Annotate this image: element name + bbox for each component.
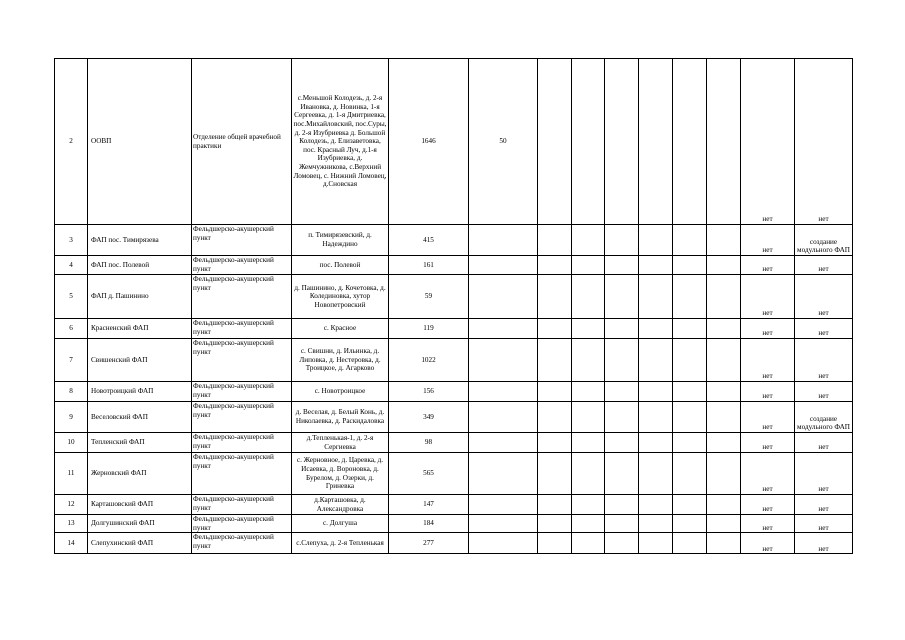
settlements: с. Долгуша bbox=[292, 515, 389, 533]
row-number: 14 bbox=[55, 533, 88, 554]
col-action: нет bbox=[795, 382, 853, 402]
row-number: 9 bbox=[55, 402, 88, 433]
facility-type: Фельдшерско-акушерский пункт bbox=[192, 382, 292, 402]
empty-cell bbox=[707, 533, 741, 554]
row-number: 5 bbox=[55, 275, 88, 319]
col-action: нет bbox=[795, 533, 853, 554]
facility-type: Фельдшерско-акушерский пункт bbox=[192, 225, 292, 256]
row-number: 12 bbox=[55, 495, 88, 515]
empty-cell bbox=[673, 256, 707, 275]
population: 147 bbox=[389, 495, 469, 515]
empty-cell bbox=[673, 515, 707, 533]
col-no: нет bbox=[741, 533, 795, 554]
empty-cell bbox=[538, 533, 572, 554]
population: 1646 bbox=[389, 59, 469, 225]
facility-name: ФАП пос. Полевой bbox=[88, 256, 192, 275]
empty-cell bbox=[572, 533, 605, 554]
empty-cell bbox=[707, 59, 741, 225]
row-number: 2 bbox=[55, 59, 88, 225]
settlements: д. Веселая, д. Белый Конь, д. Николаевка, д. Раскидаловка bbox=[292, 402, 389, 433]
empty-cell bbox=[639, 402, 673, 433]
col-action: нет bbox=[795, 256, 853, 275]
empty-cell bbox=[572, 402, 605, 433]
empty-cell bbox=[707, 402, 741, 433]
table-row bbox=[55, 256, 853, 275]
document-page bbox=[54, 58, 853, 554]
settlements: пос. Полевой bbox=[292, 256, 389, 275]
facility-type: Отделение общей врачебной практики bbox=[192, 59, 292, 225]
table-row bbox=[55, 495, 853, 515]
col-no: нет bbox=[741, 382, 795, 402]
empty-cell bbox=[605, 275, 639, 319]
population: 156 bbox=[389, 382, 469, 402]
empty-cell bbox=[673, 533, 707, 554]
row-number: 13 bbox=[55, 515, 88, 533]
empty-cell bbox=[707, 275, 741, 319]
empty-cell bbox=[538, 275, 572, 319]
empty-cell bbox=[572, 59, 605, 225]
count bbox=[469, 275, 538, 319]
empty-cell bbox=[707, 225, 741, 256]
facility-type: Фельдшерско-акушерский пункт bbox=[192, 319, 292, 339]
empty-cell bbox=[605, 382, 639, 402]
count bbox=[469, 515, 538, 533]
population: 98 bbox=[389, 433, 469, 453]
empty-cell bbox=[572, 382, 605, 402]
empty-cell bbox=[572, 319, 605, 339]
count bbox=[469, 453, 538, 495]
empty-cell bbox=[605, 515, 639, 533]
col-no: нет bbox=[741, 402, 795, 433]
col-action: нет bbox=[795, 433, 853, 453]
col-action: нет bbox=[795, 495, 853, 515]
empty-cell bbox=[639, 515, 673, 533]
empty-cell bbox=[538, 453, 572, 495]
population: 59 bbox=[389, 275, 469, 319]
settlements: д.Карташовка, д. Александровка bbox=[292, 495, 389, 515]
empty-cell bbox=[605, 533, 639, 554]
col-action: создание модульного ФАП bbox=[795, 225, 853, 256]
empty-cell bbox=[673, 382, 707, 402]
settlements: с.Слепуха, д. 2-я Тепленькая bbox=[292, 533, 389, 554]
empty-cell bbox=[673, 495, 707, 515]
col-no: нет bbox=[741, 256, 795, 275]
col-action: создание модульного ФАП bbox=[795, 402, 853, 433]
col-no: нет bbox=[741, 225, 795, 256]
empty-cell bbox=[707, 339, 741, 382]
col-no: нет bbox=[741, 433, 795, 453]
population: 184 bbox=[389, 515, 469, 533]
facility-type: Фельдшерско-акушерский пункт bbox=[192, 495, 292, 515]
facility-name: ФАП д. Пашинино bbox=[88, 275, 192, 319]
facility-name: Веселовский ФАП bbox=[88, 402, 192, 433]
empty-cell bbox=[572, 433, 605, 453]
empty-cell bbox=[538, 402, 572, 433]
empty-cell bbox=[605, 319, 639, 339]
table-row bbox=[55, 433, 853, 453]
empty-cell bbox=[707, 495, 741, 515]
empty-cell bbox=[572, 225, 605, 256]
facility-type: Фельдшерско-акушерский пункт bbox=[192, 433, 292, 453]
col-action: нет bbox=[795, 339, 853, 382]
empty-cell bbox=[673, 275, 707, 319]
settlements: с. Красное bbox=[292, 319, 389, 339]
empty-cell bbox=[572, 256, 605, 275]
row-number: 7 bbox=[55, 339, 88, 382]
empty-cell bbox=[707, 382, 741, 402]
population: 349 bbox=[389, 402, 469, 433]
population: 119 bbox=[389, 319, 469, 339]
col-no: нет bbox=[741, 515, 795, 533]
empty-cell bbox=[538, 59, 572, 225]
empty-cell bbox=[673, 225, 707, 256]
empty-cell bbox=[605, 453, 639, 495]
row-number: 11 bbox=[55, 453, 88, 495]
facility-type: Фельдшерско-акушерский пункт bbox=[192, 339, 292, 382]
col-no: нет bbox=[741, 319, 795, 339]
empty-cell bbox=[639, 453, 673, 495]
population: 565 bbox=[389, 453, 469, 495]
count bbox=[469, 256, 538, 275]
col-action: нет bbox=[795, 515, 853, 533]
empty-cell bbox=[707, 453, 741, 495]
facility-name: Долгушинский ФАП bbox=[88, 515, 192, 533]
count bbox=[469, 495, 538, 515]
empty-cell bbox=[605, 495, 639, 515]
empty-cell bbox=[605, 402, 639, 433]
settlements: с. Жерновное, д. Царевка, д. Исаевка, д. Вороновка, д. Бурелом, д. Озерки, д. Гриневка bbox=[292, 453, 389, 495]
population: 161 bbox=[389, 256, 469, 275]
empty-cell bbox=[707, 319, 741, 339]
population: 277 bbox=[389, 533, 469, 554]
facility-type: Фельдшерско-акушерский пункт bbox=[192, 275, 292, 319]
empty-cell bbox=[673, 433, 707, 453]
table-row bbox=[55, 59, 853, 225]
col-no: нет bbox=[741, 59, 795, 225]
empty-cell bbox=[639, 339, 673, 382]
row-number: 6 bbox=[55, 319, 88, 339]
empty-cell bbox=[572, 275, 605, 319]
empty-cell bbox=[572, 495, 605, 515]
empty-cell bbox=[538, 433, 572, 453]
settlements: д. Пашинино, д. Кочетовка, д. Колединовка, хутор Новопетровский bbox=[292, 275, 389, 319]
facility-name: ООВП bbox=[88, 59, 192, 225]
empty-cell bbox=[538, 515, 572, 533]
table-row bbox=[55, 382, 853, 402]
settlements: с. Новотроицкое bbox=[292, 382, 389, 402]
empty-cell bbox=[707, 256, 741, 275]
col-no: нет bbox=[741, 453, 795, 495]
facility-name: Красненский ФАП bbox=[88, 319, 192, 339]
facility-name: Новотроицкий ФАП bbox=[88, 382, 192, 402]
col-no: нет bbox=[741, 275, 795, 319]
table-row bbox=[55, 515, 853, 533]
count bbox=[469, 339, 538, 382]
count bbox=[469, 319, 538, 339]
settlements: с. Свишни, д. Ильинка, д. Липовка, д. Нестеровка, д. Троицкое, д. Агарково bbox=[292, 339, 389, 382]
row-number: 10 bbox=[55, 433, 88, 453]
facility-name: Слепухинский ФАП bbox=[88, 533, 192, 554]
facility-type: Фельдшерско-акушерский пункт bbox=[192, 533, 292, 554]
empty-cell bbox=[639, 495, 673, 515]
empty-cell bbox=[572, 515, 605, 533]
empty-cell bbox=[538, 256, 572, 275]
facility-name: Жерновский ФАП bbox=[88, 453, 192, 495]
empty-cell bbox=[639, 256, 673, 275]
count bbox=[469, 433, 538, 453]
table-row bbox=[55, 453, 853, 495]
empty-cell bbox=[673, 402, 707, 433]
empty-cell bbox=[639, 382, 673, 402]
col-no: нет bbox=[741, 495, 795, 515]
empty-cell bbox=[673, 59, 707, 225]
table-row bbox=[55, 275, 853, 319]
empty-cell bbox=[673, 339, 707, 382]
settlements: с.Меньшой Колодезь, д. 2-я Ивановка, д. Новинка, 1-я Сергеевка, д. 1-я Дмитриевка, пос.Михайловский, пос.Суры, д. 2-я Изубриевка д. Большой Колодезь, д. Елизаветовка, пос. Красный Луч, д.1-я Изубриевка, д. Жемчужникова, с.Верхний Ломовец, с. Нижний Ломовец, д.Сновская bbox=[292, 59, 389, 225]
empty-cell bbox=[639, 275, 673, 319]
facilities-table bbox=[54, 58, 853, 554]
empty-cell bbox=[538, 225, 572, 256]
empty-cell bbox=[605, 256, 639, 275]
empty-cell bbox=[605, 225, 639, 256]
empty-cell bbox=[538, 339, 572, 382]
col-action: нет bbox=[795, 275, 853, 319]
empty-cell bbox=[639, 533, 673, 554]
empty-cell bbox=[605, 59, 639, 225]
empty-cell bbox=[707, 515, 741, 533]
empty-cell bbox=[707, 433, 741, 453]
col-action: нет bbox=[795, 319, 853, 339]
empty-cell bbox=[538, 495, 572, 515]
empty-cell bbox=[639, 225, 673, 256]
empty-cell bbox=[605, 433, 639, 453]
empty-cell bbox=[673, 453, 707, 495]
facility-name: Тепленский ФАП bbox=[88, 433, 192, 453]
table-row bbox=[55, 225, 853, 256]
table-row bbox=[55, 402, 853, 433]
empty-cell bbox=[639, 433, 673, 453]
count bbox=[469, 533, 538, 554]
col-action: нет bbox=[795, 59, 853, 225]
col-action: нет bbox=[795, 453, 853, 495]
facility-type: Фельдшерско-акушерский пункт bbox=[192, 515, 292, 533]
facility-name: Свишенский ФАП bbox=[88, 339, 192, 382]
facility-type: Фельдшерско-акушерский пункт bbox=[192, 453, 292, 495]
settlements: д.Тепленькая-1, д. 2-я Сергиевка bbox=[292, 433, 389, 453]
facility-type: Фельдшерско-акушерский пункт bbox=[192, 402, 292, 433]
count bbox=[469, 402, 538, 433]
col-no: нет bbox=[741, 339, 795, 382]
count: 50 bbox=[469, 59, 538, 225]
empty-cell bbox=[572, 339, 605, 382]
population: 415 bbox=[389, 225, 469, 256]
table-row bbox=[55, 533, 853, 554]
facility-name: ФАП пос. Тимирязева bbox=[88, 225, 192, 256]
count bbox=[469, 382, 538, 402]
empty-cell bbox=[673, 319, 707, 339]
empty-cell bbox=[639, 59, 673, 225]
facility-type: Фельдшерско-акушерский пункт bbox=[192, 256, 292, 275]
count bbox=[469, 225, 538, 256]
empty-cell bbox=[538, 382, 572, 402]
row-number: 8 bbox=[55, 382, 88, 402]
empty-cell bbox=[639, 319, 673, 339]
facility-name: Карташовский ФАП bbox=[88, 495, 192, 515]
empty-cell bbox=[572, 453, 605, 495]
population: 1022 bbox=[389, 339, 469, 382]
table-row bbox=[55, 339, 853, 382]
table-row bbox=[55, 319, 853, 339]
row-number: 4 bbox=[55, 256, 88, 275]
settlements: п. Тимирязевский, д. Надеждино bbox=[292, 225, 389, 256]
empty-cell bbox=[605, 339, 639, 382]
empty-cell bbox=[538, 319, 572, 339]
row-number: 3 bbox=[55, 225, 88, 256]
